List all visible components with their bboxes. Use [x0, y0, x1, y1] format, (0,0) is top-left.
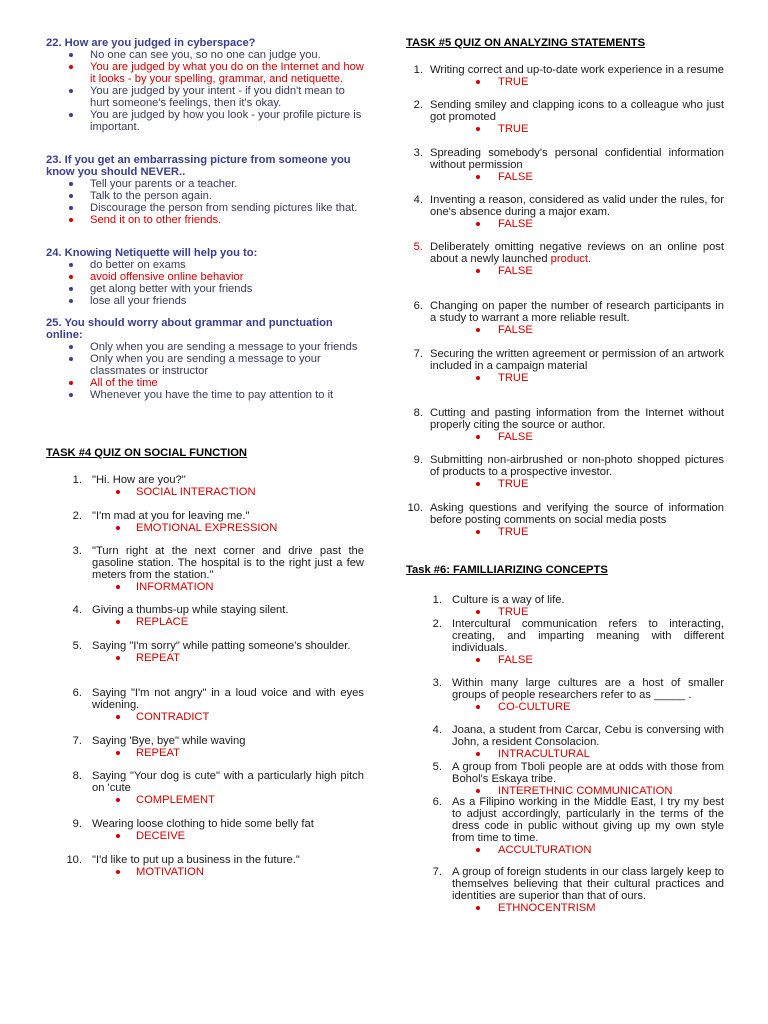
task4-heading: TASK #4 QUIZ ON SOCIAL FUNCTION: [46, 447, 247, 459]
task4-item-10: [46, 854, 364, 878]
task5-item-5: [406, 241, 724, 277]
task5-item-4: [406, 194, 724, 230]
item-number: 9.: [72, 818, 82, 830]
item-number: 9.: [413, 454, 423, 466]
task6-item-7: [406, 866, 724, 914]
item-text: Saying "I'm not angry" in a loud voice and with eyes widening.: [92, 687, 364, 711]
option: do better on exams: [46, 259, 364, 271]
item-number: 7.: [72, 735, 82, 747]
item-number: 4.: [413, 194, 423, 206]
option-correct: You are judged by what you do on the Internet and how it looks - by your spelling, grammar, and netiquette.: [46, 61, 364, 85]
option: Only when you are sending a message to your classmates or instructor: [46, 353, 364, 377]
option: Only when you are sending a message to your friends: [46, 341, 364, 353]
item-number: 10.: [66, 854, 82, 866]
task5-heading: TASK #5 QUIZ ON ANALYZING STATEMENTS: [406, 37, 646, 49]
item-answer: REPLACE: [46, 616, 364, 628]
item-number: 6.: [413, 300, 423, 312]
item-number: 6.: [432, 796, 442, 808]
item-number: 10.: [407, 502, 423, 514]
item-number: 3.: [432, 677, 442, 689]
item-answer: SOCIAL INTERACTION: [46, 486, 364, 498]
item-text: Giving a thumbs-up while staying silent.: [92, 604, 289, 616]
item-text: Securing the written agreement or permission of an artwork included in a campaign material: [430, 348, 724, 372]
item-text: Saying "I'm sorry" while patting someone's shoulder.: [92, 640, 351, 652]
item-number: 2.: [413, 99, 423, 111]
item-number: 3.: [72, 545, 82, 557]
task6-item-3: [406, 677, 724, 713]
task5-item-10: [406, 502, 724, 538]
task6-item-6: [406, 796, 724, 856]
item-answer: FALSE: [406, 171, 724, 183]
item-number: 1.: [432, 594, 442, 606]
item-answer: INTERETHNIC COMMUNICATION: [406, 785, 724, 797]
item-text: Joana, a student from Carcar, Cebu is conversing with John, a resident Consolacion.: [452, 724, 724, 748]
item-number: 4.: [432, 724, 442, 736]
task4-item-3: [46, 545, 364, 593]
task5-item-9: [406, 454, 724, 490]
item-text: Sending smiley and clapping icons to a colleague who just got promoted: [430, 99, 724, 123]
task4-item-6: [46, 687, 364, 723]
question-title: 23. If you get an embarrassing picture from someone you know you should NEVER..: [46, 154, 351, 178]
item-answer: DECEIVE: [46, 830, 364, 842]
item-text: Saying 'Bye, bye" while waving: [92, 735, 246, 747]
item-text: Submitting non-airbrushed or non-photo shopped pictures of products to a prospective investor.: [430, 454, 724, 478]
item-answer: TRUE: [406, 526, 724, 538]
question-title: 25. You should worry about grammar and punctuation online:: [46, 317, 333, 341]
item-answer: REPEAT: [46, 747, 364, 759]
item-number: 4.: [72, 604, 82, 616]
option: Discourage the person from sending pictures like that.: [46, 202, 364, 214]
item-number: 8.: [413, 407, 423, 419]
item-number: 6.: [72, 687, 82, 699]
item-answer: TRUE: [406, 478, 724, 490]
task5-item-8: [406, 407, 724, 443]
item-answer: TRUE: [406, 76, 724, 88]
item-answer: FALSE: [406, 324, 724, 336]
item-number: 1.: [72, 474, 82, 486]
option: You are judged by your intent - if you didn't mean to hurt someone's feelings, then it's okay.: [46, 85, 364, 109]
item-number: 8.: [72, 770, 82, 782]
item-answer: TRUE: [406, 606, 724, 618]
option: No one can see you, so no one can judge you.: [46, 49, 364, 61]
item-number: 3.: [413, 147, 423, 159]
item-answer: COMPLEMENT: [46, 794, 364, 806]
question-title: 24. Knowing Netiquette will help you to:: [46, 247, 258, 259]
task4-item-2: [46, 510, 364, 534]
option: get along better with your friends: [46, 283, 364, 295]
task4-item-4: [46, 604, 364, 628]
item-answer: FALSE: [406, 654, 724, 666]
task5-item-1: [406, 64, 724, 88]
item-number: 7.: [413, 348, 423, 360]
option-correct: Send it on to other friends.: [46, 214, 364, 226]
item-text: "Hi. How are you?": [92, 474, 186, 486]
item-answer: TRUE: [406, 123, 724, 135]
item-text: Wearing loose clothing to hide some belly fat: [92, 818, 314, 830]
item-answer: FALSE: [406, 265, 724, 277]
item-number: 1.: [413, 64, 423, 76]
item-text: A group of foreign students in our class largely keep to themselves believing that their cultural practices and identities are superior than that of ours.: [452, 866, 724, 902]
item-text: A group from Tboli people are at odds with those from Bohol's Eskaya tribe.: [452, 761, 724, 785]
question-22: [46, 37, 364, 133]
option: You are judged by how you look - your profile picture is important.: [46, 109, 364, 133]
item-text: Writing correct and up-to-date work experience in a resume: [430, 64, 724, 76]
task5-item-3: [406, 147, 724, 183]
item-text: Intercultural communication refers to interacting, creating, and imparting meaning with different individuals.: [452, 618, 724, 654]
task5-item-7: [406, 348, 724, 384]
question-24: [46, 247, 364, 307]
item-answer: INFORMATION: [46, 581, 364, 593]
item-text: Changing on paper the number of research participants in a study to warrant a more reliable result.: [430, 300, 724, 324]
item-answer: CO-CULTURE: [406, 701, 724, 713]
item-text-highlight: product.: [550, 253, 592, 265]
item-answer: CONTRADICT: [46, 711, 364, 723]
item-answer: INTRACULTURAL: [406, 748, 724, 760]
item-answer: TRUE: [406, 372, 724, 384]
question-25: [46, 317, 364, 401]
option: Talk to the person again.: [46, 190, 364, 202]
item-answer: MOTIVATION: [46, 866, 364, 878]
item-text: "Turn right at the next corner and drive past the gasoline station. The hospital is to the right just a few meters from the station.": [92, 545, 364, 581]
task6-heading: Task #6: FAMILLIARIZING CONCEPTS: [406, 564, 608, 576]
task6-item-2: [406, 618, 724, 666]
item-text: Culture is a way of life.: [452, 594, 565, 606]
item-number: 2.: [72, 510, 82, 522]
item-number: 7.: [432, 866, 442, 878]
item-number: 5.: [432, 761, 442, 773]
question-23: [46, 154, 364, 226]
task4-item-8: [46, 770, 364, 806]
item-text: As a Filipino working in the Middle East, I try my best to adjust accordingly, particularly in the terms of the dress code in public without giving up my own style from time to time.: [452, 796, 724, 844]
item-text: Within many large cultures are a host of smaller groups of people researchers refer to as _____ .: [452, 677, 724, 701]
option-correct: avoid offensive online behavior: [46, 271, 364, 283]
item-text: Inventing a reason, considered as valid under the rules, for one's absence during a major exam.: [430, 194, 724, 218]
task4-item-9: [46, 818, 364, 842]
task6-item-1: [406, 594, 724, 618]
task4-item-1: [46, 474, 364, 498]
task5-item-2: [406, 99, 724, 135]
item-text: Asking questions and verifying the source of information before posting comments on social media posts: [430, 502, 724, 526]
task4-item-7: [46, 735, 364, 759]
option: Whenever you have the time to pay attention to it: [46, 389, 364, 401]
option-correct: All of the time: [46, 377, 364, 389]
option: lose all your friends: [46, 295, 364, 307]
task6-item-4: [406, 724, 724, 760]
item-answer: FALSE: [406, 431, 724, 443]
item-text: Cutting and pasting information from the Internet without properly citing the source or author.: [430, 407, 724, 431]
item-text: Saying "Your dog is cute" with a particularly high pitch on 'cute: [92, 770, 364, 794]
item-answer: ETHNOCENTRISM: [406, 902, 724, 914]
option: Tell your parents or a teacher.: [46, 178, 364, 190]
task6-item-5: [406, 761, 724, 797]
item-answer: EMOTIONAL EXPRESSION: [46, 522, 364, 534]
item-text: "I'm mad at you for leaving me.": [92, 510, 250, 522]
task5-item-6: [406, 300, 724, 336]
item-text: Deliberately omitting negative reviews on an online post about a newly launched: [430, 241, 724, 265]
item-text: Spreading somebody's personal confidential information without permission: [430, 147, 724, 171]
item-number: 5.: [72, 640, 82, 652]
item-number: 5.: [413, 241, 423, 253]
item-answer: FALSE: [406, 218, 724, 230]
item-answer: ACCULTURATION: [406, 844, 724, 856]
item-text: "I'd like to put up a business in the future.": [92, 854, 300, 866]
item-answer: REPEAT: [46, 652, 364, 664]
question-title: 22. How are you judged in cyberspace?: [46, 37, 256, 49]
item-number: 2.: [432, 618, 442, 630]
task4-item-5: [46, 640, 364, 664]
